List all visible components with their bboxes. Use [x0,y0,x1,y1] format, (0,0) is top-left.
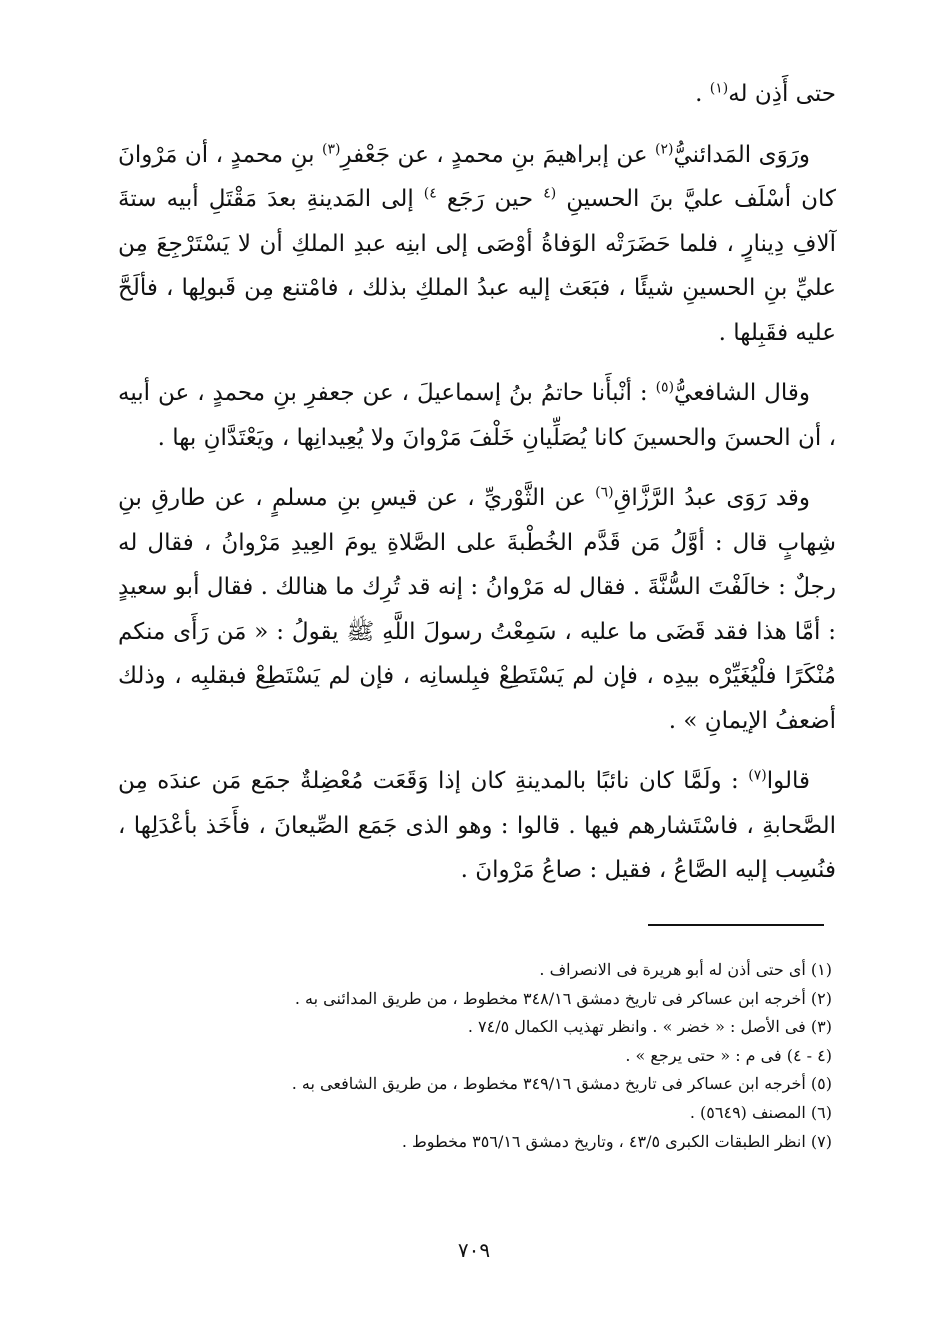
paragraph-p1 [118,133,836,356]
footnote-reference: (٧) [748,767,767,784]
paragraph-text: إلى المَدينةِ بعدَ مَقْتَلِ أبيه ستةَ آلافِ دِينارٍ ، فلما حَضَرَتْه الوَفاةُ أوْصَى إلى ابنِه عبدِ الملكِ أن لا يَسْتَرْجِعَ مِن عليِّ بنِ الحسينِ شيئًا ، فبَعَث إليه عبدُ الملكِ بذلك ، فامْتنع مِن قَبولِها ، فألَحَّ عليه فقَبِلها . [118,186,836,346]
paragraph-text: . [695,81,710,107]
footnote-reference: (٣) [321,140,341,157]
footnote-6: (٦) المصنف (٥٦٤٩) . [689,1102,832,1122]
footnote-2: (٢) أخرجه ابن عساكر فى تاريخ دمشق ٣٤٨/١٦ مخطوط ، من طريق المدائنى به . [294,988,832,1008]
paragraph-text: : أنْبأَنا حاتمُ بنُ إسماعيلَ ، عن جعفرِ بنِ محمدٍ ، عن أبيه ، أن الحسنَ والحسينَ كانا يُصَلِّيانِ خَلْفَ مَرْوانَ ولا يُعِيدانِها ، ويَعْتَدَّانِ بها . [118,380,836,451]
footnote-3: (٣) فى الأصل : « خضر » . وانظر تهذيب الكمال ٧٤/٥ . [467,1017,832,1037]
paragraph-text: حتى أَذِن له [728,81,836,107]
paragraph-p2 [118,371,836,460]
paragraph-text: عن الثَّوْريِّ ، عن قيسِ بنِ مسلمٍ ، عن طارقِ بنِ شِهابٍ قال : أوَّلُ مَن قَدَّم الخُطْبةَ على الصَّلاةِ يومَ العِيدِ مَرْوانُ ، فقال له رجلٌ : خالَفْتَ السُّنَّةَ . فقال له مَرْوانُ : إنه قد تُرِك ما هنالك . فقال أبو سعيدٍ : أمَّا هذا فقد قَضَى ما عليه ، سَمِعْتُ رسولَ اللَّهِ ﷺ يقولُ : « مَن رَأَى منكم مُنْكَرًا فلْيُغَيِّرْه بيدِه ، فإن لم يَسْتَطِعْ فبِلسانِه ، فإن لم يَسْتَطِعْ فبقلبِه ، وذلك أضعفُ الإيمانِ » . [118,485,836,734]
paragraph-text: قالوا [766,768,810,794]
footnote-reference: (٤ [543,185,557,202]
footnote-4: (٤ - ٤) فى م : « حتى يرجع » . [625,1045,832,1065]
paragraph-text: : ولَمَّا كان نائبًا بالمدينةِ كان إذا وَقَعَت مُعْضِلةٌ جمَع مَن عندَه مِن الصَّحابةِ ، فاسْتَشارهم فيها . قالوا : وهو الذى جَمَع الصِّيعانَ ، فأَخَذ بأعْدَلِها ، فنُسِب إليه الصَّاعُ ، فقيل : صاعُ مَرْوانَ . [118,768,836,883]
footnote-1: (١) أى حتى أذن له أبو هريرة فى الانصراف . [539,960,832,979]
footnote-reference: (١) [709,80,729,97]
paragraph-text: ورَوَى المَدائنيُّ [673,141,810,168]
footnote-reference: (٦) [595,484,614,501]
footnote-separator [648,924,824,926]
main-text [118,72,836,909]
paragraph-p3 [118,476,836,743]
footnote-reference: (٢) [655,140,674,157]
paragraph-text: بنِ محمدٍ ، أن مَرْوانَ كان أسْلَف عليَّ بنَ الحسينِ [118,141,836,212]
paragraph-text: وقال الشافعيُّ [674,380,810,406]
paragraph-text: عن إبراهيمَ بنِ محمدٍ ، عن جَعْفرِ [340,141,656,168]
paragraph-text: حين رَجَع [436,186,544,212]
paragraph-text: وقد رَوَى عبدُ الرَّزَّاقِ [613,485,810,511]
paragraph-p4 [118,759,836,893]
footnote-reference: ٤) [423,185,437,202]
paragraph-p0 [118,72,836,117]
footnotes [120,956,832,1156]
footnote-5: (٥) أخرجه ابن عساكر فى تاريخ دمشق ٣٤٩/١٦ مخطوط ، من طريق الشافعى به . [291,1074,832,1094]
footnote-reference: (٥) [655,379,675,396]
page-number: ٧٠٩ [457,1238,491,1262]
footnote-7: (٧) انظر الطبقات الكبرى ٤٣/٥ ، وتاريخ دمشق ٣٥٦/١٦ مخطوط . [401,1131,832,1151]
